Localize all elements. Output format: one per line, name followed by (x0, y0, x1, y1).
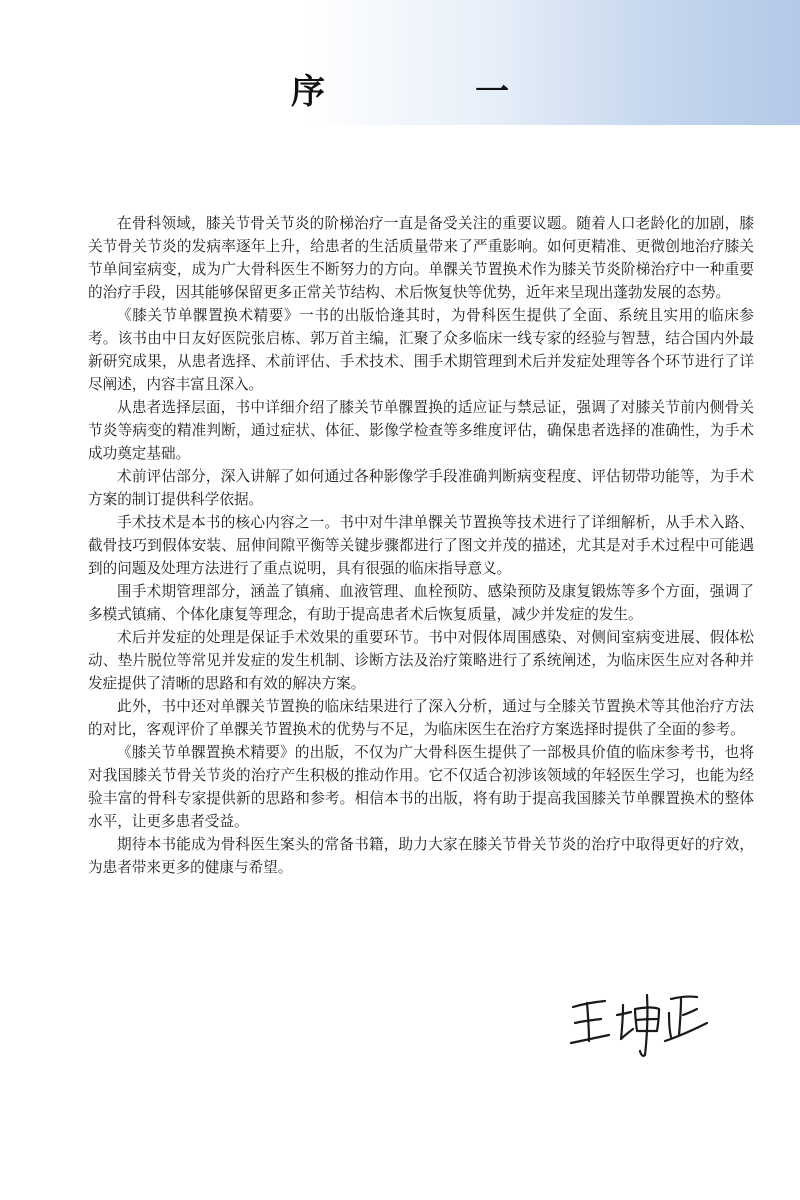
paragraph-6: 围手术期管理部分，涵盖了镇痛、血液管理、血栓预防、感染预防及康复锻炼等多个方面，强调了多模式镇痛、个体化康复等理念，有助于提高患者术后恢复质量，减少并发症的发生。 (88, 583, 754, 623)
signature-stroke (617, 1012, 631, 1015)
paragraph-7: 术后并发症的处理是保证手术效果的重要环节。书中对假体周围感染、对侧间室病变进展、假体松动、垫片脱位等常见并发症的发生机制、诊断方法及治疗策略进行了系统阐述，为临床医生应对各种并发症提供了清晰的思路和有效的解决方案。 (88, 629, 754, 692)
signature-stroke (573, 1001, 605, 1007)
paragraph-1: 在骨科领域，膝关节骨关节炎的阶梯治疗一直是备受关注的重要议题。随着人口老龄化的加剧，膝关节骨关节炎的发病率逐年上升，给患者的生活质量带来了严重影响。如何更精准、更微创地治疗膝关节单间室病变，成为广大骨科医生不断努力的方向。单髁关节置换术作为膝关节炎阶梯治疗中一种重要的治疗手段，因其能够保留更多正常关节结构、术后恢复快等优势，近年来呈现出蓬勃发展的态势。 (88, 215, 754, 301)
paragraph-10: 期待本书能成为骨科医生案头的常备书籍，助力大家在膝关节骨关节炎的治疗中取得更好的疗效，为患者带来更多的健康与希望。 (88, 836, 754, 876)
signature-stroke (671, 997, 697, 999)
paragraph-8: 此外，书中还对单髁关节置换的临床结果进行了深入分析，通过与全膝关节置换术等其他治疗方法的对比，客观评价了单髁关节置换术的优势与不足，为临床医生在治疗方案选择时提供了全面的参考。 (88, 698, 754, 738)
signature-stroke (679, 999, 681, 1035)
preface-body (88, 212, 754, 879)
paragraph-2: 《膝关节单髁置换术精要》一书的出版恰逢其时，为骨科医生提供了全面、系统且实用的临床参考。该书由中日友好医院张启栋、郭万首主编，汇聚了众多临床一线专家的经验与智慧，结合国内外最新研究成果，从患者选择、术前评估、手术技术、围手术期管理到术后并发症处理等各个环节进行了详尽阐述，内容丰富且深入。 (88, 307, 754, 393)
paragraph-5: 手术技术是本书的核心内容之一。书中对牛津单髁关节置换等技术进行了详细解析，从手术入路、截骨技巧到假体安装、屈伸间隙平衡等关键步骤都进行了图文并茂的描述，尤其是对手术过程中可能遇到的问题及处理方法进行了重点说明，具有很强的临床指导意义。 (88, 514, 754, 577)
handwritten-signature (565, 985, 715, 1060)
paragraph-9: 《膝关节单髁置换术精要》的出版，不仅为广大骨科医生提供了一部极具价值的临床参考书，也将对我国膝关节骨关节炎的治疗产生积极的推动作用。它不仅适合初涉该领域的年轻医生学习，也能为经验丰富的骨科专家提供新的思路和参考。相信本书的出版，将有助于提高我国膝关节单髁置换术的整体水平，让更多患者受益。 (88, 744, 754, 830)
signature-stroke (587, 1003, 589, 1041)
signature-stroke (621, 1005, 633, 1039)
page-title: 序 一 (291, 72, 567, 112)
paragraph-3: 从患者选择层面，书中详细介绍了膝关节单髁置换的适应证与禁忌证，强调了对膝关节前内侧骨关节炎等病变的精准判断，通过症状、体征、影像学检查等多维度评估，确保患者选择的准确性，为手术成功奠定基础。 (88, 399, 754, 462)
signature-stroke (683, 1009, 697, 1015)
paragraph-4: 术前评估部分，深入讲解了如何通过各种影像学手段准确判断病变程度、评估韧带功能等，为手术方案的制订提供科学依据。 (88, 468, 754, 508)
signature-stroke (665, 1023, 707, 1041)
signature-stroke (640, 995, 647, 1056)
signature-stroke (669, 1013, 671, 1037)
